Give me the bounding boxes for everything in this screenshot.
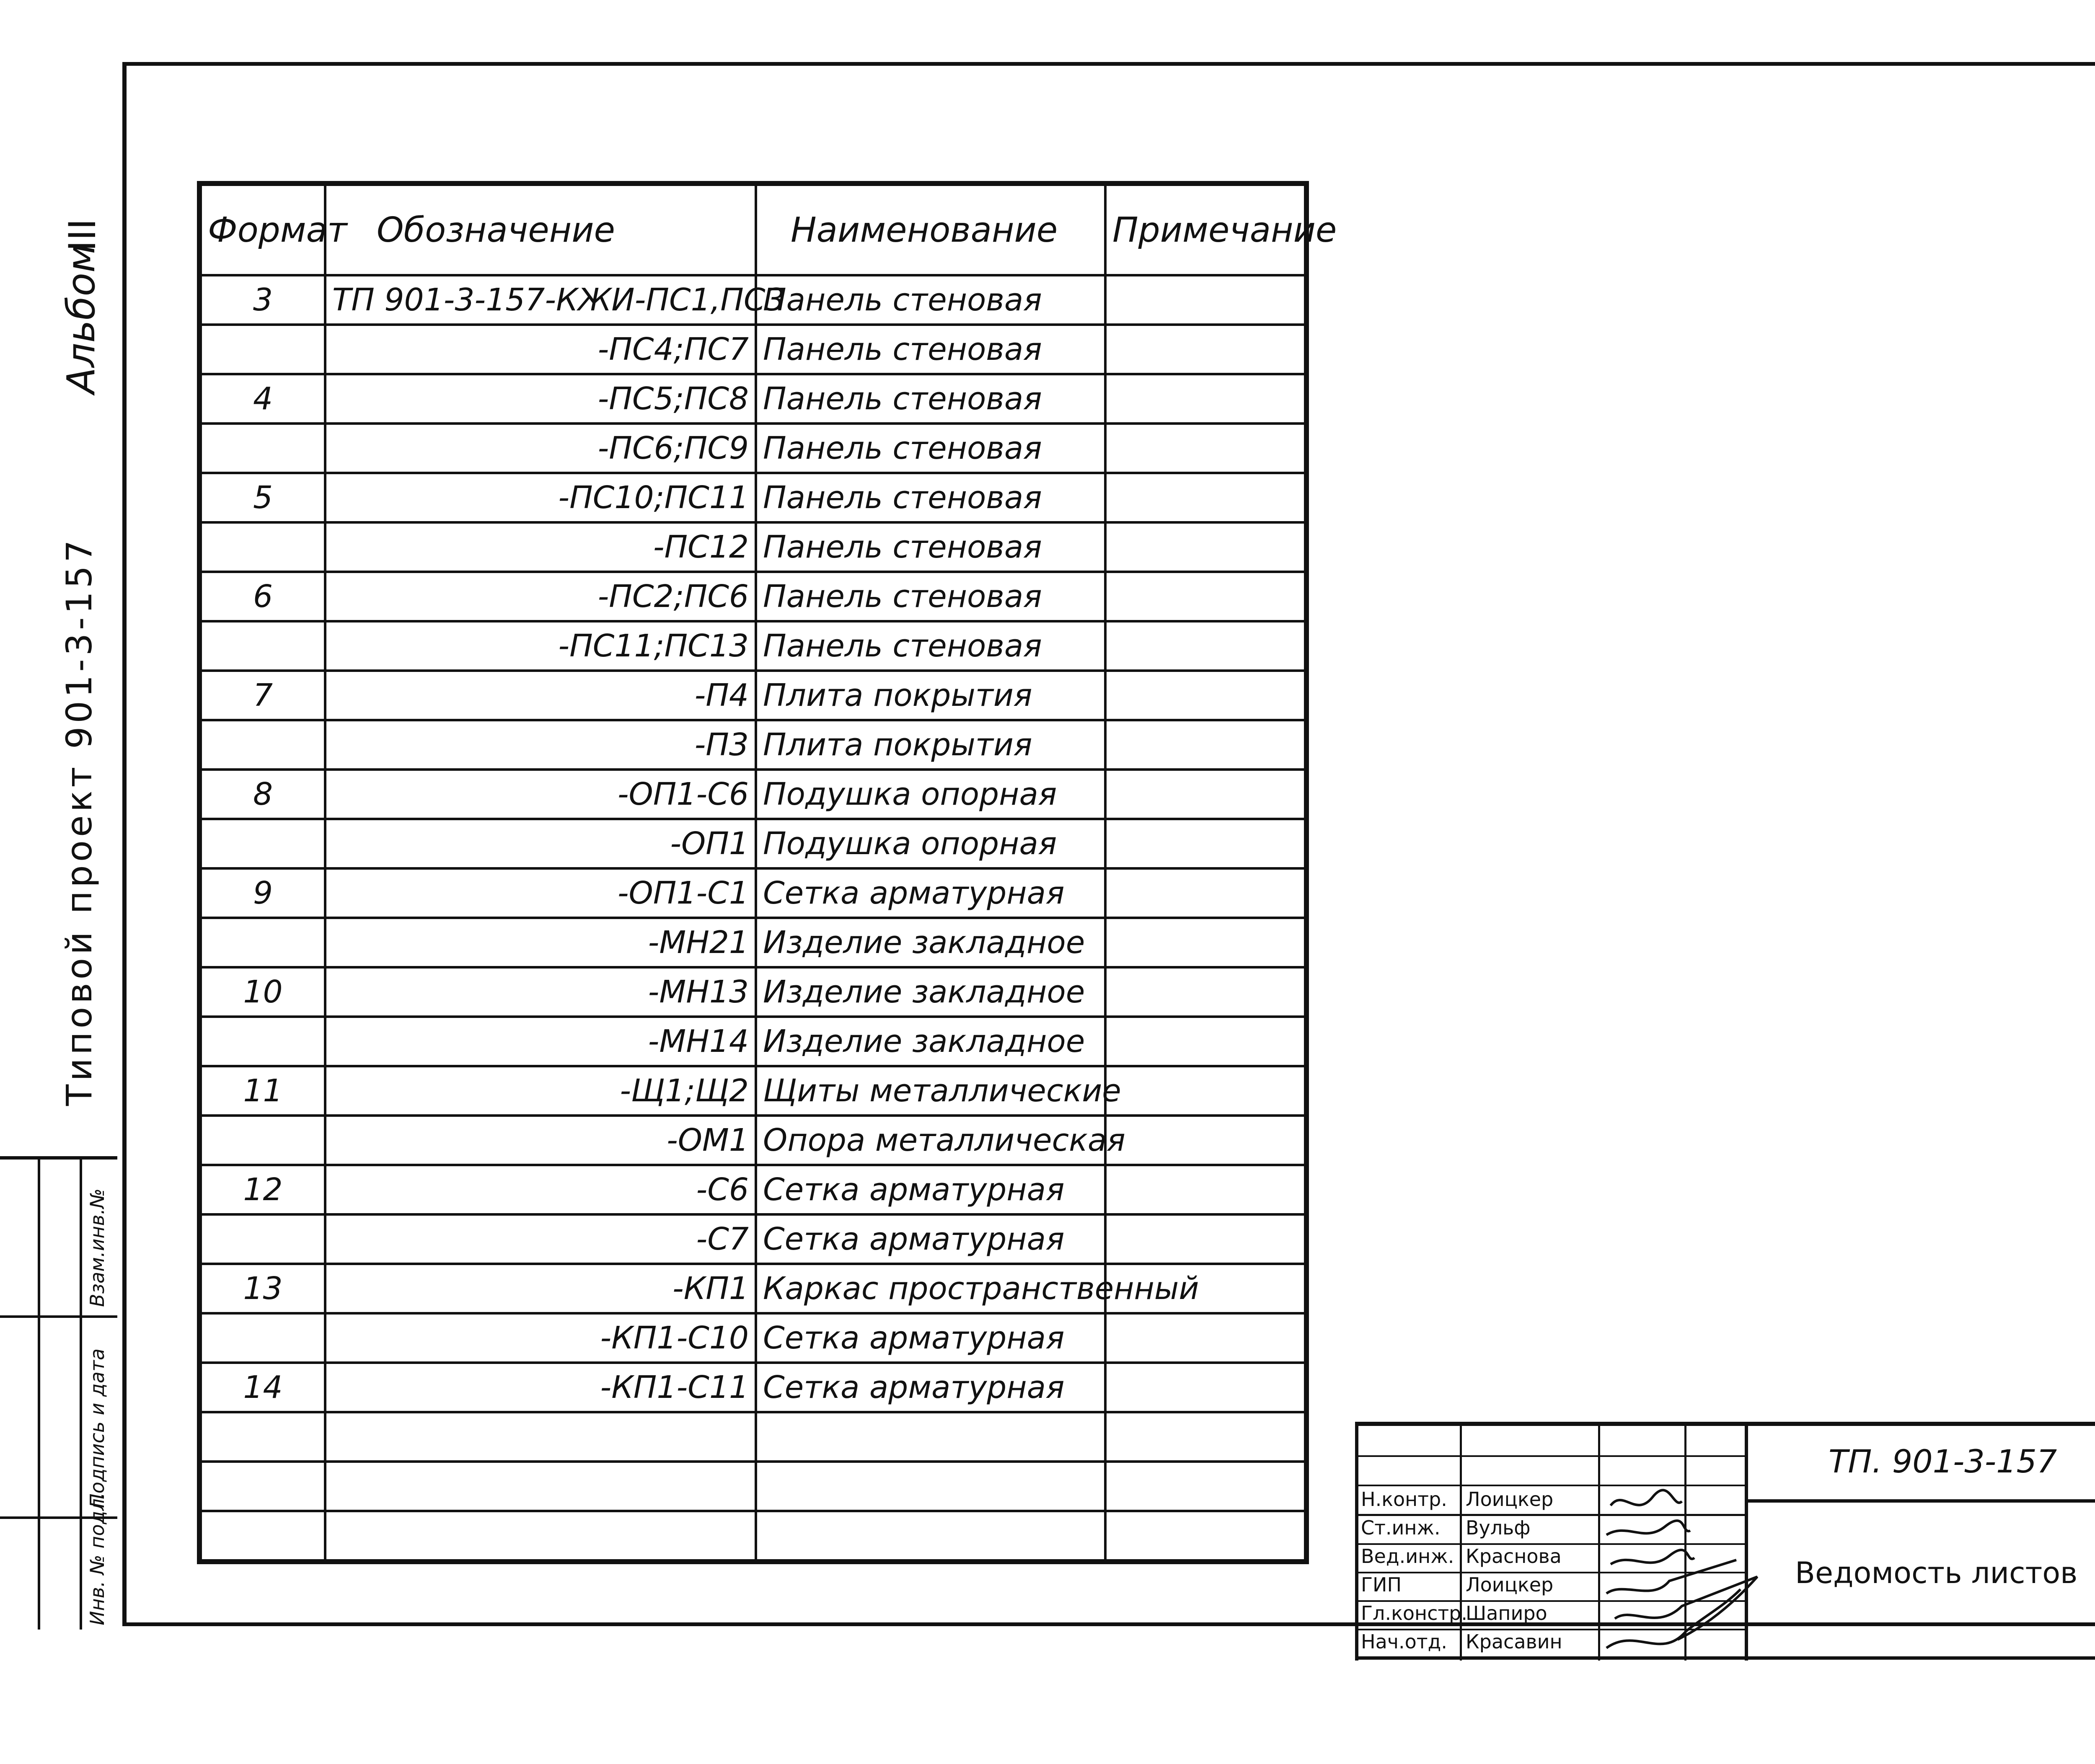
format-cell: 11 (199, 1066, 325, 1116)
name-cell: Изделие закладное (756, 967, 1105, 1017)
sheet-list-table (197, 181, 1337, 1564)
table-row (199, 1066, 1306, 1116)
name-cell: Сетка арматурная (756, 1363, 1105, 1412)
designation-cell: -ПС11;ПС13 (325, 621, 756, 671)
designation-cell: -МН14 (325, 1017, 756, 1066)
person-name: Лоицкер (1466, 1573, 1554, 1596)
table-row (199, 967, 1306, 1017)
table-row (199, 473, 1306, 522)
note-cell (1105, 1116, 1306, 1165)
format-cell (199, 621, 325, 671)
designation-cell: -КП1-С11 (325, 1363, 756, 1412)
person-role: Нач.отд. (1361, 1630, 1447, 1653)
title-block (1355, 1422, 2095, 1661)
table-row (199, 1017, 1306, 1066)
name-cell: Сетка арматурная (756, 1165, 1105, 1214)
note-cell (1105, 868, 1306, 918)
name-cell: Панель стеновая (756, 424, 1105, 473)
format-cell: 14 (199, 1363, 325, 1412)
name-cell: Панель стеновая (756, 275, 1105, 325)
table-row (199, 868, 1306, 918)
format-cell: 10 (199, 967, 325, 1017)
designation-cell: -Щ1;Щ2 (325, 1066, 756, 1116)
designation-cell: -П3 (325, 720, 756, 770)
designation-cell: -КП1 (325, 1264, 756, 1313)
format-cell (199, 1412, 325, 1462)
note-cell (1105, 621, 1306, 671)
project-code: ТП. 901-3-157 (1829, 1443, 2057, 1480)
table-row (199, 720, 1306, 770)
table-row (199, 819, 1306, 868)
table-row (199, 1363, 1306, 1412)
note-cell (1105, 819, 1306, 868)
name-cell: Подушка опорная (756, 770, 1105, 819)
name-cell: Опора металлическая (756, 1116, 1105, 1165)
strip-divider (38, 1156, 40, 1630)
table-row (199, 1264, 1306, 1313)
designation-cell: -ОП1 (325, 819, 756, 868)
format-cell: 13 (199, 1264, 325, 1313)
designation-cell: -КП1-С10 (325, 1313, 756, 1363)
name-cell: Панель стеновая (756, 473, 1105, 522)
album-number: III (61, 219, 104, 251)
note-cell (1105, 374, 1306, 424)
name-cell: Подушка опорная (756, 819, 1105, 868)
person-role: Гл.констр. (1361, 1602, 1467, 1625)
table-row (199, 1116, 1306, 1165)
person-name: Вульф (1466, 1516, 1531, 1539)
project-label: Типовой проект 901-3-157 (59, 537, 100, 1106)
person-role: Вед.инж. (1361, 1545, 1454, 1568)
name-cell: Сетка арматурная (756, 1313, 1105, 1363)
format-cell (199, 918, 325, 967)
note-cell (1105, 325, 1306, 374)
table-row (199, 1412, 1306, 1462)
name-cell: Щиты металлические (756, 1066, 1105, 1116)
format-cell (199, 325, 325, 374)
album-label: Альбом (59, 243, 103, 394)
note-cell (1105, 1165, 1306, 1214)
name-cell: Сетка арматурная (756, 1214, 1105, 1264)
designation-cell (325, 1462, 756, 1511)
strip-divider (0, 1156, 117, 1160)
designation-cell: -ПС10;ПС11 (325, 473, 756, 522)
format-cell (199, 1462, 325, 1511)
table-row (199, 522, 1306, 572)
designation-cell: -П4 (325, 671, 756, 720)
format-cell: 7 (199, 671, 325, 720)
note-cell (1105, 1017, 1306, 1066)
table-row (199, 424, 1306, 473)
person-role: Н.контр. (1361, 1488, 1447, 1511)
format-cell (199, 1511, 325, 1562)
format-cell: 6 (199, 572, 325, 621)
designation-cell: -ОП1-С6 (325, 770, 756, 819)
format-cell: 8 (199, 770, 325, 819)
designation-cell: -ПС2;ПС6 (325, 572, 756, 621)
note-cell (1105, 473, 1306, 522)
designation-cell: ТП 901-3-157-КЖИ-ПС1,ПС3 (325, 275, 756, 325)
name-cell: Панель стеновая (756, 374, 1105, 424)
person-name: Красавин (1466, 1630, 1562, 1653)
format-cell (199, 819, 325, 868)
note-cell (1105, 1313, 1306, 1363)
format-cell (199, 522, 325, 572)
format-cell: 9 (199, 868, 325, 918)
note-cell (1105, 424, 1306, 473)
table-row (199, 621, 1306, 671)
name-cell: Каркас пространственный (756, 1264, 1105, 1313)
table-header-row (199, 183, 1306, 275)
header-name: Наименование (756, 183, 1105, 275)
name-cell: Панель стеновая (756, 325, 1105, 374)
name-cell (756, 1412, 1105, 1462)
person-name: Лоицкер (1466, 1488, 1554, 1511)
note-cell (1105, 275, 1306, 325)
format-cell: 12 (199, 1165, 325, 1214)
format-cell (199, 720, 325, 770)
designation-cell: -С7 (325, 1214, 756, 1264)
note-cell (1105, 770, 1306, 819)
note-cell (1105, 1214, 1306, 1264)
designation-cell: -ОМ1 (325, 1116, 756, 1165)
format-cell (199, 1214, 325, 1264)
name-cell: Сетка арматурная (756, 868, 1105, 918)
strip-divider (80, 1156, 82, 1630)
note-cell (1105, 1363, 1306, 1412)
table-row (199, 275, 1306, 325)
note-cell (1105, 720, 1306, 770)
table-row (199, 1511, 1306, 1562)
designation-cell (325, 1412, 756, 1462)
header-designation: Обозначение (325, 183, 756, 275)
table-row (199, 325, 1306, 374)
name-cell: Панель стеновая (756, 522, 1105, 572)
name-cell: Панель стеновая (756, 572, 1105, 621)
person-role: ГИП (1361, 1573, 1402, 1596)
name-cell: Плита покрытия (756, 720, 1105, 770)
note-cell (1105, 522, 1306, 572)
table-row (199, 770, 1306, 819)
name-cell: Плита покрытия (756, 671, 1105, 720)
note-cell (1105, 1462, 1306, 1511)
strip-field-inv-no: Инв. № подл. (86, 1492, 109, 1625)
designation-cell: -ОП1-С1 (325, 868, 756, 918)
person-role: Ст.инж. (1361, 1516, 1441, 1539)
signatures-scribble (1598, 1480, 1766, 1661)
format-cell (199, 424, 325, 473)
note-cell (1105, 1066, 1306, 1116)
designation-cell: -МН21 (325, 918, 756, 967)
strip-field-signature-date: Подпись и дата (86, 1348, 109, 1508)
name-cell: Изделие закладное (756, 918, 1105, 967)
note-cell (1105, 967, 1306, 1017)
table-row (199, 1462, 1306, 1511)
table-row (199, 572, 1306, 621)
format-cell (199, 1017, 325, 1066)
designation-cell: -ПС6;ПС9 (325, 424, 756, 473)
table-row (199, 671, 1306, 720)
header-note: Примечание (1105, 183, 1306, 275)
document-title: Ведомость листов (1795, 1556, 2078, 1590)
strip-field-replace-inv: Взам.инв.№ (86, 1188, 109, 1307)
designation-cell: -МН13 (325, 967, 756, 1017)
designation-cell (325, 1511, 756, 1562)
strip-divider (0, 1315, 117, 1318)
note-cell (1105, 572, 1306, 621)
table-row (199, 1165, 1306, 1214)
designation-cell: -ПС4;ПС7 (325, 325, 756, 374)
name-cell: Панель стеновая (756, 621, 1105, 671)
name-cell (756, 1511, 1105, 1562)
table-row (199, 1214, 1306, 1264)
note-cell (1105, 671, 1306, 720)
note-cell (1105, 918, 1306, 967)
person-name: Шапиро (1466, 1602, 1547, 1625)
format-cell: 5 (199, 473, 325, 522)
format-cell (199, 1313, 325, 1363)
table-row (199, 374, 1306, 424)
designation-cell: -ПС12 (325, 522, 756, 572)
format-cell: 3 (199, 275, 325, 325)
header-format: Формат (199, 183, 325, 275)
person-name: Краснова (1466, 1545, 1562, 1568)
designation-cell: -ПС5;ПС8 (325, 374, 756, 424)
name-cell (756, 1462, 1105, 1511)
name-cell: Изделие закладное (756, 1017, 1105, 1066)
format-cell: 4 (199, 374, 325, 424)
note-cell (1105, 1511, 1306, 1562)
format-cell (199, 1116, 325, 1165)
table-row (199, 918, 1306, 967)
table-row (199, 1313, 1306, 1363)
designation-cell: -С6 (325, 1165, 756, 1214)
note-cell (1105, 1412, 1306, 1462)
